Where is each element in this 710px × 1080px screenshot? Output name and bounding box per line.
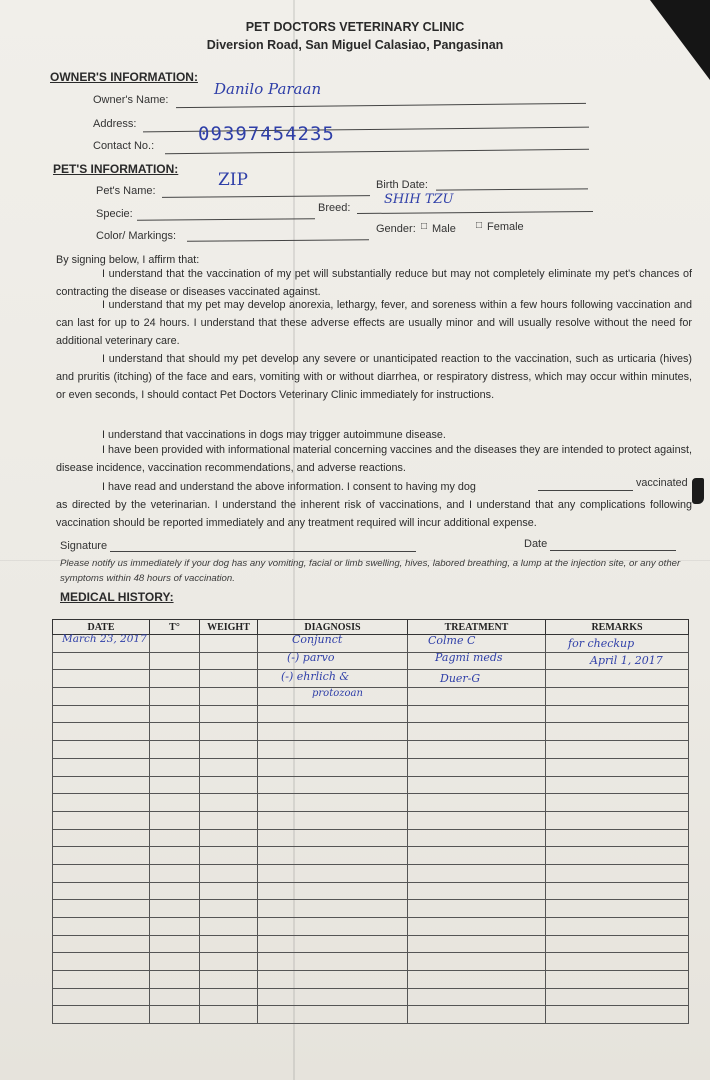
header-temperature: T° (150, 620, 200, 635)
table-row[interactable] (53, 864, 689, 882)
table-row[interactable] (53, 794, 689, 812)
table-header-row (53, 620, 689, 635)
owner-contact-value[interactable]: 09397454235 (198, 123, 335, 145)
entry-diagnosis-line-3[interactable]: (-) ehrlich & (281, 670, 350, 683)
pet-name-value[interactable]: ZIP (218, 170, 248, 190)
entry-date[interactable]: March 23, 2017 (62, 633, 147, 645)
signature-date-line[interactable] (550, 550, 676, 551)
consent-paragraph-5: I have been provided with informational material concerning vaccines and the diseases they are intended to protect against, disease incidence, vaccination recommendations, and adverse reactions. (56, 444, 692, 474)
pet-section-title: PET'S INFORMATION: (53, 162, 179, 176)
entry-diagnosis-line-4[interactable]: protozoan (312, 688, 363, 699)
owner-name-line (176, 103, 586, 108)
entry-remarks-line-1[interactable]: for checkup (568, 637, 635, 650)
female-label: Female (487, 221, 524, 233)
entry-treatment-line-1[interactable]: Colme C (428, 634, 476, 647)
table-row[interactable] (53, 776, 689, 794)
table-row[interactable] (53, 900, 689, 918)
pet-name-line (162, 195, 370, 198)
medical-history-rows[interactable] (53, 635, 689, 1024)
table-row[interactable] (53, 935, 689, 953)
pet-name-label: Pet's Name: (96, 185, 156, 197)
table-row[interactable] (53, 723, 689, 741)
table-row[interactable] (53, 670, 689, 688)
table-row[interactable] (53, 882, 689, 900)
breed-label: Breed: (318, 202, 351, 214)
medical-section-title: MEDICAL HISTORY: (60, 590, 174, 604)
signature-line[interactable] (110, 551, 416, 552)
table-row[interactable] (53, 705, 689, 723)
table-row[interactable] (53, 1006, 689, 1024)
clinic-address: Diversion Road, San Miguel Calasiao, Pangasinan (206, 38, 504, 52)
table-row[interactable] (53, 811, 689, 829)
signature-date-label: Date (524, 538, 548, 550)
consent-paragraph-6c: as directed by the veterinarian. I understand the inherent risk of vaccinations, and I understand that any complications following vaccination should be reported immediately and any treatment required will incur additional expense. (56, 499, 692, 529)
table-row[interactable] (53, 688, 689, 706)
color-markings-label: Color/ Markings: (96, 230, 177, 242)
owner-name-label: Owner's Name: (93, 94, 169, 106)
consent-paragraph-6a: I have read and understand the above information. I consent to having my dog (102, 481, 476, 493)
medical-history-table (52, 619, 689, 1024)
breed-value[interactable]: SHIH TZU (384, 192, 454, 207)
header-treatment: TREATMENT (408, 620, 546, 635)
header-diagnosis: DIAGNOSIS (258, 620, 408, 635)
male-checkbox[interactable]: □ (421, 221, 428, 232)
owner-section-title: OWNER'S INFORMATION: (50, 70, 198, 84)
gender-label: Gender: (376, 223, 416, 235)
entry-diagnosis-line-1[interactable]: Conjunct (292, 633, 343, 646)
table-row[interactable] (53, 918, 689, 936)
table-row[interactable] (53, 758, 689, 776)
entry-treatment-line-2[interactable]: Pagmi meds (435, 651, 503, 664)
specie-line[interactable] (137, 218, 315, 221)
table-row[interactable] (53, 847, 689, 865)
table-row[interactable] (53, 988, 689, 1006)
entry-treatment-line-3[interactable]: Duer-G (440, 672, 481, 685)
consent-vaccinated-word: vaccinated (636, 477, 688, 489)
consent-paragraph-1: I understand that the vaccination of my pet will substantially reduce but may not completely eliminate my pet's chances of contracting the disease or diseases vaccinated against. (56, 268, 692, 298)
color-markings-line[interactable] (187, 239, 369, 242)
table-row[interactable] (53, 971, 689, 989)
consent-paragraph-4: I understand that vaccinations in dogs may trigger autoimmune disease. (102, 429, 446, 441)
table-row[interactable] (53, 829, 689, 847)
consent-intro: By signing below, I affirm that: (56, 254, 200, 266)
breed-line (357, 211, 593, 214)
female-checkbox[interactable]: □ (476, 220, 483, 231)
owner-contact-label: Contact No.: (93, 140, 155, 152)
header-remarks: REMARKS (546, 620, 689, 635)
entry-diagnosis-line-2[interactable]: (-) parvo (287, 651, 335, 664)
table-row[interactable] (53, 741, 689, 759)
owner-name-value[interactable]: Danilo Paraan (214, 80, 322, 98)
consent-paragraph-3: I understand that should my pet develop any severe or unanticipated reaction to the vaccination, such as urticaria (hives) and pruritis (itching) of the face and ears, vomiting with or without diarrhea, or respiratory distress, which may occur within minutes, or even seconds, I should contact Pet Doctors Veterinary Clinic immediately for instructions. (56, 353, 692, 401)
owner-address-label: Address: (93, 118, 137, 130)
table-row[interactable] (53, 953, 689, 971)
notify-notice: Please notify us immediately if your dog has any vomiting, facial or limb swelling, hives, labored breathing, a lump at the injection site, or any other symptoms within 48 hours of vaccination. (60, 558, 681, 584)
consent-paragraph-2: I understand that my pet may develop anorexia, lethargy, fever, and soreness within a few hours following vaccination and can last for up to 24 hours. I understand that these adverse effects are usually minor and will usually resolve without the need for additional veterinary care. (56, 299, 692, 347)
header-date: DATE (53, 620, 150, 635)
clinic-name: PET DOCTORS VETERINARY CLINIC (245, 20, 465, 34)
birth-date-line[interactable] (436, 188, 588, 190)
male-label: Male (432, 223, 456, 235)
owner-contact-line (165, 149, 589, 154)
scan-edge-mark (692, 478, 704, 504)
signature-label: Signature (60, 540, 108, 552)
header-weight: WEIGHT (200, 620, 258, 635)
vaccinated-blank-line[interactable] (538, 490, 633, 491)
specie-label: Specie: (96, 208, 133, 220)
birth-date-label: Birth Date: (376, 179, 428, 191)
entry-remarks-line-2[interactable]: April 1, 2017 (590, 654, 663, 667)
